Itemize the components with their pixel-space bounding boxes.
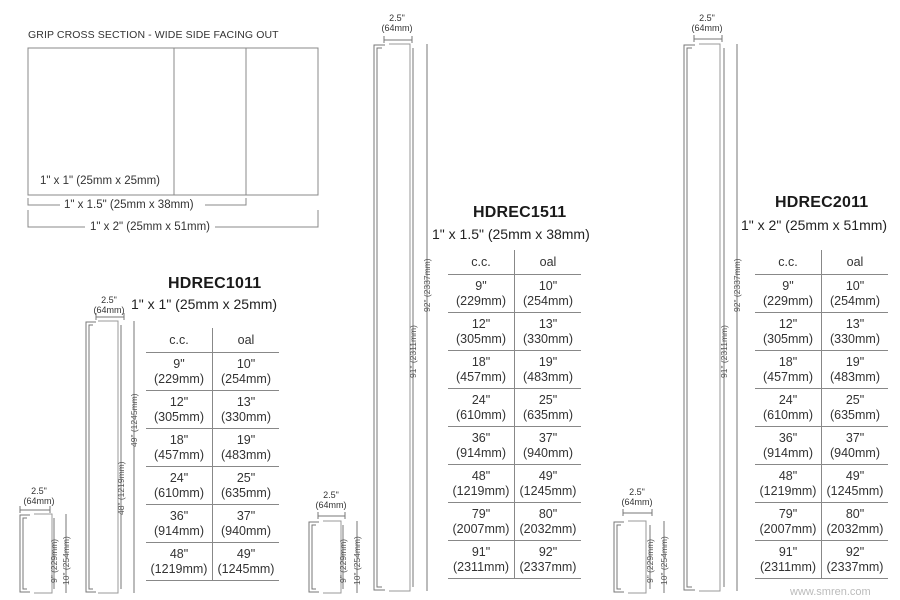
dim-oal-92-a: 92" (2337mm) [422,258,432,312]
table-header-row [146,328,279,353]
table-row [755,389,888,427]
cross-section-title: GRIP CROSS SECTION - WIDE SIDE FACING OUT [28,29,279,41]
product-model-hdrec2011: HDREC2011 [775,194,869,211]
cell-cc: 36" (914mm) [755,427,822,465]
cell-oal: 80" (2032mm) [822,503,889,541]
depth-label-c: 2.5" (64mm) [315,490,347,510]
cell-oal: 13" (330mm) [213,391,280,429]
table-row [755,313,888,351]
spec-table-hdrec2011 [755,250,888,579]
table-row [448,389,581,427]
cell-cc: 9" (229mm) [146,353,213,391]
dim-oal-10-b: 10" (254mm) [352,536,362,585]
depth-label-d: 2.5" (64mm) [381,13,413,33]
cell-oal: 10" (254mm) [515,275,582,313]
table-row [755,427,888,465]
cell-oal: 10" (254mm) [822,275,889,313]
cell-cc: 18" (457mm) [146,429,213,467]
column-header-cc: c.c. [755,250,822,275]
table-row [448,313,581,351]
table-header-row [448,250,581,275]
cell-oal: 13" (330mm) [515,313,582,351]
cross-section-label-1x1: 1" x 1" (25mm x 25mm) [40,175,160,187]
table-row [448,427,581,465]
cell-oal: 25" (635mm) [822,389,889,427]
depth-label-b: 2.5" (64mm) [93,295,125,315]
product-model-hdrec1011: HDREC1011 [168,275,262,292]
dim-oal-92-b: 92" (2337mm) [732,258,742,312]
dim-oal-49: 49" (1245mm) [129,393,139,447]
dim-oal-10-a: 10" (254mm) [61,536,71,585]
dim-cc-91-a: 91" (2311mm) [408,325,418,378]
cell-oal: 49" (1245mm) [213,543,280,581]
table-row [755,275,888,313]
dim-cc-9-c: 9" (229mm) [645,538,655,583]
table-row [448,351,581,389]
handle-drawing-9in-c [614,509,664,593]
cell-oal: 10" (254mm) [213,353,280,391]
column-header-cc: c.c. [448,250,515,275]
cell-oal: 19" (483mm) [213,429,280,467]
cell-cc: 9" (229mm) [448,275,515,313]
spec-table-hdrec1011 [146,328,279,581]
cell-cc: 18" (457mm) [755,351,822,389]
handle-drawing-9in-b [309,512,357,593]
dim-cc-9-a: 9" (229mm) [49,538,59,583]
cell-oal: 25" (635mm) [213,467,280,505]
table-row [146,467,279,505]
cell-cc: 18" (457mm) [448,351,515,389]
handle-drawing-92in-a [374,36,427,591]
cell-oal: 80" (2032mm) [515,503,582,541]
table-header-row [755,250,888,275]
column-header-oal: oal [515,250,582,275]
cross-section-label-1x15: 1" x 1.5" (25mm x 38mm) [64,199,194,211]
cell-oal: 92" (2337mm) [822,541,889,579]
cell-cc: 36" (914mm) [448,427,515,465]
table-row [146,353,279,391]
table-row [146,429,279,467]
table-row [448,541,581,579]
column-header-cc: c.c. [146,328,213,353]
column-header-oal: oal [822,250,889,275]
table-row [755,541,888,579]
table-row [146,505,279,543]
cell-oal: 37" (940mm) [213,505,280,543]
depth-label-a: 2.5" (64mm) [23,486,55,506]
handle-drawing-48in [86,313,134,593]
cell-cc: 12" (305mm) [448,313,515,351]
product-size-hdrec2011: 1" x 2" (25mm x 51mm) [741,217,888,233]
handle-drawing-92in-b [684,35,737,591]
table-row [448,275,581,313]
cell-oal: 37" (940mm) [822,427,889,465]
cell-oal: 19" (483mm) [822,351,889,389]
cell-cc: 12" (305mm) [146,391,213,429]
cell-oal: 13" (330mm) [822,313,889,351]
dim-cc-48: 48" (1219mm) [116,461,126,515]
watermark: www.smren.com [790,586,871,598]
cell-cc: 24" (610mm) [755,389,822,427]
cell-cc: 48" (1219mm) [755,465,822,503]
table-row [755,351,888,389]
cell-cc: 24" (610mm) [146,467,213,505]
product-model-hdrec1511: HDREC1511 [473,204,567,221]
table-row [448,503,581,541]
cross-section-label-1x2: 1" x 2" (25mm x 51mm) [90,221,210,233]
table-row [146,391,279,429]
cell-cc: 9" (229mm) [755,275,822,313]
handle-drawing-9in-a [20,506,66,593]
cell-cc: 36" (914mm) [146,505,213,543]
cell-oal: 25" (635mm) [515,389,582,427]
cell-cc: 91" (2311mm) [755,541,822,579]
table-row [755,465,888,503]
cell-cc: 79" (2007mm) [448,503,515,541]
depth-label-f: 2.5" (64mm) [691,13,723,33]
cell-cc: 79" (2007mm) [755,503,822,541]
product-size-hdrec1011: 1" x 1" (25mm x 25mm) [131,296,278,312]
table-row [755,503,888,541]
cell-cc: 24" (610mm) [448,389,515,427]
cell-cc: 48" (1219mm) [146,543,213,581]
cell-cc: 91" (2311mm) [448,541,515,579]
table-row [146,543,279,581]
cell-oal: 37" (940mm) [515,427,582,465]
spec-table-hdrec1511 [448,250,581,579]
cell-oal: 49" (1245mm) [515,465,582,503]
table-row [448,465,581,503]
depth-label-e: 2.5" (64mm) [621,487,653,507]
cell-cc: 12" (305mm) [755,313,822,351]
cell-oal: 49" (1245mm) [822,465,889,503]
dim-cc-91-b: 91" (2311mm) [719,325,729,378]
product-size-hdrec1511: 1" x 1.5" (25mm x 38mm) [432,226,590,242]
column-header-oal: oal [213,328,280,353]
cell-oal: 92" (2337mm) [515,541,582,579]
dim-cc-9-b: 9" (229mm) [338,538,348,583]
dim-oal-10-c: 10" (254mm) [659,536,669,585]
cell-cc: 48" (1219mm) [448,465,515,503]
cell-oal: 19" (483mm) [515,351,582,389]
